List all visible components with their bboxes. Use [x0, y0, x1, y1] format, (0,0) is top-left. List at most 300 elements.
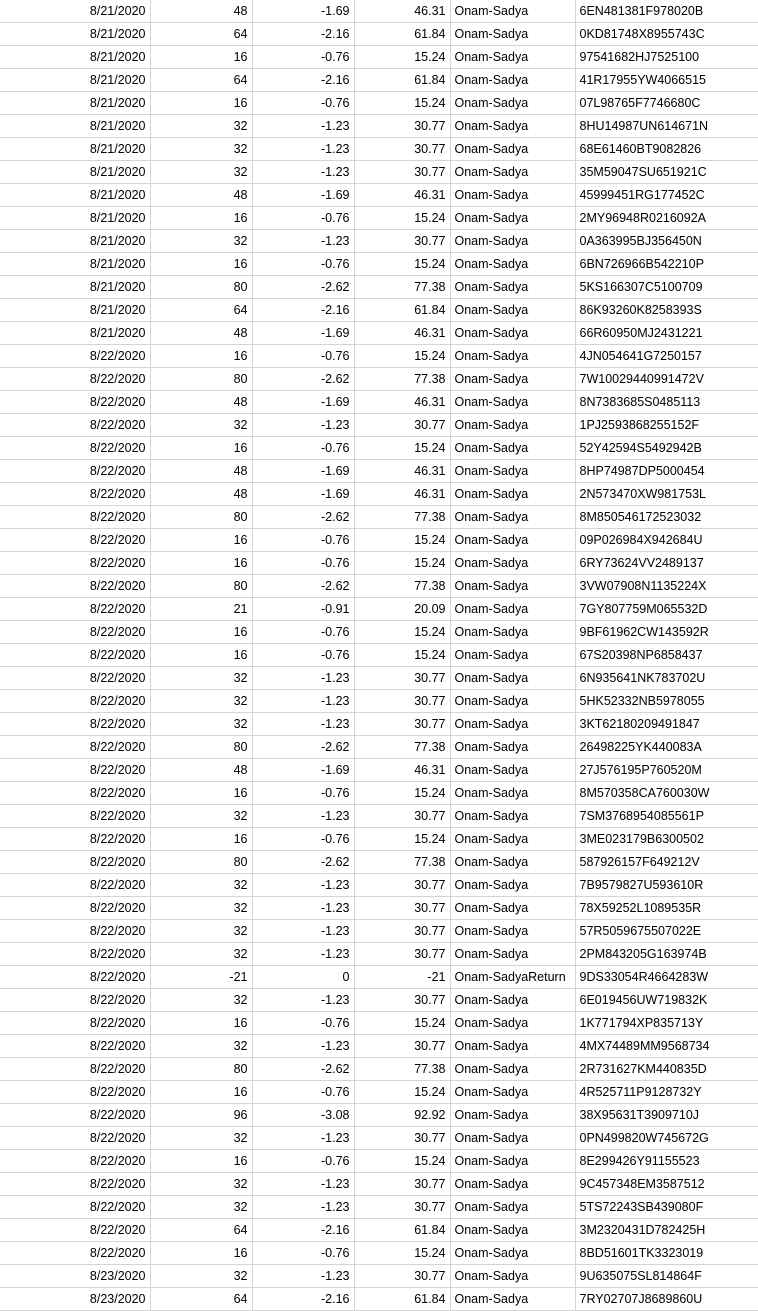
date-cell[interactable]: 8/21/2020 — [0, 276, 150, 299]
net-cell[interactable]: 30.77 — [354, 1035, 450, 1058]
transaction-id-cell[interactable]: 68E61460BT9082826 — [575, 138, 758, 161]
transaction-id-cell[interactable]: 27J576195P760520M — [575, 759, 758, 782]
fee-cell[interactable]: -1.23 — [252, 897, 354, 920]
date-cell[interactable]: 8/22/2020 — [0, 897, 150, 920]
amount-cell[interactable]: 32 — [150, 989, 252, 1012]
date-cell[interactable]: 8/22/2020 — [0, 1242, 150, 1265]
item-cell[interactable]: Onam-Sadya — [450, 782, 575, 805]
item-cell[interactable]: Onam-Sadya — [450, 943, 575, 966]
date-cell[interactable]: 8/21/2020 — [0, 161, 150, 184]
fee-cell[interactable]: -0.76 — [252, 529, 354, 552]
amount-cell[interactable]: 96 — [150, 1104, 252, 1127]
item-cell[interactable]: Onam-Sadya — [450, 690, 575, 713]
date-cell[interactable]: 8/21/2020 — [0, 253, 150, 276]
fee-cell[interactable]: -1.23 — [252, 1127, 354, 1150]
net-cell[interactable]: 15.24 — [354, 552, 450, 575]
date-cell[interactable]: 8/22/2020 — [0, 920, 150, 943]
item-cell[interactable]: Onam-Sadya — [450, 69, 575, 92]
transaction-id-cell[interactable]: 8M850546172523032 — [575, 506, 758, 529]
fee-cell[interactable]: -0.76 — [252, 552, 354, 575]
transaction-id-cell[interactable]: 1PJ2593868255152F — [575, 414, 758, 437]
date-cell[interactable]: 8/22/2020 — [0, 598, 150, 621]
amount-cell[interactable]: 48 — [150, 460, 252, 483]
net-cell[interactable]: 15.24 — [354, 345, 450, 368]
net-cell[interactable]: 15.24 — [354, 529, 450, 552]
transaction-id-cell[interactable]: 0PN499820W745672G — [575, 1127, 758, 1150]
transaction-id-cell[interactable]: 45999451RG177452C — [575, 184, 758, 207]
fee-cell[interactable]: -2.62 — [252, 1058, 354, 1081]
net-cell[interactable]: 77.38 — [354, 1058, 450, 1081]
transaction-id-cell[interactable]: 3M2320431D782425H — [575, 1219, 758, 1242]
date-cell[interactable]: 8/21/2020 — [0, 322, 150, 345]
fee-cell[interactable]: -0.76 — [252, 1242, 354, 1265]
net-cell[interactable]: 15.24 — [354, 644, 450, 667]
transaction-id-cell[interactable]: 4JN054641G7250157 — [575, 345, 758, 368]
item-cell[interactable]: Onam-Sadya — [450, 460, 575, 483]
transaction-id-cell[interactable]: 57R5059675507022E — [575, 920, 758, 943]
amount-cell[interactable]: 32 — [150, 1035, 252, 1058]
transaction-id-cell[interactable]: 8N7383685S0485113 — [575, 391, 758, 414]
fee-cell[interactable]: -1.23 — [252, 989, 354, 1012]
amount-cell[interactable]: 80 — [150, 276, 252, 299]
transaction-id-cell[interactable]: 3VW07908N1135224X — [575, 575, 758, 598]
fee-cell[interactable]: -1.23 — [252, 161, 354, 184]
amount-cell[interactable]: 32 — [150, 690, 252, 713]
net-cell[interactable]: 30.77 — [354, 115, 450, 138]
amount-cell[interactable]: 16 — [150, 782, 252, 805]
transaction-id-cell[interactable]: 5TS72243SB439080F — [575, 1196, 758, 1219]
amount-cell[interactable]: 32 — [150, 805, 252, 828]
date-cell[interactable]: 8/22/2020 — [0, 966, 150, 989]
item-cell[interactable]: Onam-Sadya — [450, 322, 575, 345]
date-cell[interactable]: 8/22/2020 — [0, 874, 150, 897]
amount-cell[interactable]: 32 — [150, 1127, 252, 1150]
amount-cell[interactable]: 16 — [150, 1150, 252, 1173]
item-cell[interactable]: Onam-Sadya — [450, 253, 575, 276]
amount-cell[interactable]: 21 — [150, 598, 252, 621]
item-cell[interactable]: Onam-Sadya — [450, 1150, 575, 1173]
date-cell[interactable]: 8/22/2020 — [0, 943, 150, 966]
amount-cell[interactable]: 16 — [150, 207, 252, 230]
date-cell[interactable]: 8/21/2020 — [0, 0, 150, 23]
date-cell[interactable]: 8/22/2020 — [0, 1035, 150, 1058]
fee-cell[interactable]: -1.23 — [252, 713, 354, 736]
net-cell[interactable]: 30.77 — [354, 1127, 450, 1150]
transaction-id-cell[interactable]: 6BN726966B542210P — [575, 253, 758, 276]
net-cell[interactable]: 30.77 — [354, 1196, 450, 1219]
item-cell[interactable]: Onam-Sadya — [450, 920, 575, 943]
fee-cell[interactable]: -1.23 — [252, 1196, 354, 1219]
fee-cell[interactable]: -1.23 — [252, 1173, 354, 1196]
amount-cell[interactable]: 16 — [150, 828, 252, 851]
fee-cell[interactable]: -1.23 — [252, 1265, 354, 1288]
net-cell[interactable]: 30.77 — [354, 713, 450, 736]
fee-cell[interactable]: -1.23 — [252, 690, 354, 713]
amount-cell[interactable]: 64 — [150, 299, 252, 322]
transaction-id-cell[interactable]: 3ME023179B6300502 — [575, 828, 758, 851]
transaction-id-cell[interactable]: 38X95631T3909710J — [575, 1104, 758, 1127]
item-cell[interactable]: Onam-Sadya — [450, 1242, 575, 1265]
item-cell[interactable]: Onam-Sadya — [450, 1012, 575, 1035]
net-cell[interactable]: 92.92 — [354, 1104, 450, 1127]
fee-cell[interactable]: -1.23 — [252, 874, 354, 897]
net-cell[interactable]: 77.38 — [354, 506, 450, 529]
date-cell[interactable]: 8/22/2020 — [0, 437, 150, 460]
amount-cell[interactable]: 32 — [150, 1265, 252, 1288]
amount-cell[interactable]: 32 — [150, 667, 252, 690]
date-cell[interactable]: 8/22/2020 — [0, 391, 150, 414]
fee-cell[interactable]: -1.23 — [252, 138, 354, 161]
amount-cell[interactable]: 32 — [150, 161, 252, 184]
fee-cell[interactable]: -1.69 — [252, 184, 354, 207]
net-cell[interactable]: 46.31 — [354, 184, 450, 207]
transaction-id-cell[interactable]: 9BF61962CW143592R — [575, 621, 758, 644]
net-cell[interactable]: 20.09 — [354, 598, 450, 621]
item-cell[interactable]: Onam-Sadya — [450, 552, 575, 575]
fee-cell[interactable]: -2.16 — [252, 1219, 354, 1242]
date-cell[interactable]: 8/22/2020 — [0, 1173, 150, 1196]
net-cell[interactable]: 77.38 — [354, 368, 450, 391]
date-cell[interactable]: 8/22/2020 — [0, 1058, 150, 1081]
net-cell[interactable]: 77.38 — [354, 851, 450, 874]
fee-cell[interactable]: -0.76 — [252, 345, 354, 368]
transaction-id-cell[interactable]: 2R731627KM440835D — [575, 1058, 758, 1081]
transaction-id-cell[interactable]: 5KS166307C5100709 — [575, 276, 758, 299]
amount-cell[interactable]: 32 — [150, 874, 252, 897]
date-cell[interactable]: 8/22/2020 — [0, 621, 150, 644]
item-cell[interactable]: Onam-Sadya — [450, 230, 575, 253]
item-cell[interactable]: Onam-Sadya — [450, 1196, 575, 1219]
net-cell[interactable]: 77.38 — [354, 736, 450, 759]
net-cell[interactable]: 15.24 — [354, 621, 450, 644]
transaction-id-cell[interactable]: 7W10029440991472V — [575, 368, 758, 391]
net-cell[interactable]: 61.84 — [354, 1288, 450, 1311]
item-cell[interactable]: Onam-Sadya — [450, 1058, 575, 1081]
transaction-id-cell[interactable]: 8E299426Y91155523 — [575, 1150, 758, 1173]
fee-cell[interactable]: -0.76 — [252, 828, 354, 851]
amount-cell[interactable]: 16 — [150, 1242, 252, 1265]
date-cell[interactable]: 8/22/2020 — [0, 575, 150, 598]
fee-cell[interactable]: -2.16 — [252, 23, 354, 46]
item-cell[interactable]: Onam-Sadya — [450, 736, 575, 759]
net-cell[interactable]: 77.38 — [354, 575, 450, 598]
fee-cell[interactable]: -2.62 — [252, 368, 354, 391]
transaction-id-cell[interactable]: 3KT62180209491847 — [575, 713, 758, 736]
amount-cell[interactable]: 32 — [150, 414, 252, 437]
item-cell[interactable]: Onam-Sadya — [450, 368, 575, 391]
item-cell[interactable]: Onam-Sadya — [450, 414, 575, 437]
net-cell[interactable]: 46.31 — [354, 483, 450, 506]
net-cell[interactable]: 15.24 — [354, 1012, 450, 1035]
net-cell[interactable]: 30.77 — [354, 897, 450, 920]
item-cell[interactable]: Onam-Sadya — [450, 805, 575, 828]
transaction-id-cell[interactable]: 9DS33054R4664283W — [575, 966, 758, 989]
fee-cell[interactable]: -1.23 — [252, 1035, 354, 1058]
net-cell[interactable]: 15.24 — [354, 253, 450, 276]
amount-cell[interactable]: 64 — [150, 1288, 252, 1311]
fee-cell[interactable]: -2.62 — [252, 851, 354, 874]
amount-cell[interactable]: 80 — [150, 851, 252, 874]
date-cell[interactable]: 8/22/2020 — [0, 644, 150, 667]
amount-cell[interactable]: 80 — [150, 1058, 252, 1081]
item-cell[interactable]: Onam-Sadya — [450, 46, 575, 69]
transaction-id-cell[interactable]: 6E019456UW719832K — [575, 989, 758, 1012]
fee-cell[interactable]: -0.76 — [252, 253, 354, 276]
net-cell[interactable]: 30.77 — [354, 414, 450, 437]
fee-cell[interactable]: -1.69 — [252, 483, 354, 506]
transaction-id-cell[interactable]: 7RY02707J8689860U — [575, 1288, 758, 1311]
item-cell[interactable]: Onam-Sadya — [450, 276, 575, 299]
transaction-id-cell[interactable]: 1K771794XP835713Y — [575, 1012, 758, 1035]
net-cell[interactable]: 46.31 — [354, 759, 450, 782]
amount-cell[interactable]: 32 — [150, 230, 252, 253]
date-cell[interactable]: 8/21/2020 — [0, 138, 150, 161]
fee-cell[interactable]: -1.69 — [252, 0, 354, 23]
date-cell[interactable]: 8/22/2020 — [0, 1196, 150, 1219]
fee-cell[interactable]: -1.69 — [252, 460, 354, 483]
item-cell[interactable]: Onam-Sadya — [450, 621, 575, 644]
fee-cell[interactable]: -1.23 — [252, 414, 354, 437]
item-cell[interactable]: Onam-Sadya — [450, 92, 575, 115]
net-cell[interactable]: 30.77 — [354, 138, 450, 161]
date-cell[interactable]: 8/22/2020 — [0, 1127, 150, 1150]
amount-cell[interactable]: 16 — [150, 529, 252, 552]
transaction-id-cell[interactable]: 9U635075SL814864F — [575, 1265, 758, 1288]
item-cell[interactable]: Onam-Sadya — [450, 138, 575, 161]
item-cell[interactable]: Onam-Sadya — [450, 1035, 575, 1058]
amount-cell[interactable]: 48 — [150, 759, 252, 782]
fee-cell[interactable]: -2.62 — [252, 736, 354, 759]
item-cell[interactable]: Onam-Sadya — [450, 989, 575, 1012]
amount-cell[interactable]: 32 — [150, 920, 252, 943]
amount-cell[interactable]: 16 — [150, 437, 252, 460]
net-cell[interactable]: 46.31 — [354, 0, 450, 23]
amount-cell[interactable]: 80 — [150, 368, 252, 391]
item-cell[interactable]: Onam-Sadya — [450, 1219, 575, 1242]
net-cell[interactable]: 15.24 — [354, 1081, 450, 1104]
amount-cell[interactable]: 16 — [150, 644, 252, 667]
net-cell[interactable]: -21 — [354, 966, 450, 989]
date-cell[interactable]: 8/22/2020 — [0, 345, 150, 368]
date-cell[interactable]: 8/22/2020 — [0, 552, 150, 575]
fee-cell[interactable]: -1.23 — [252, 920, 354, 943]
net-cell[interactable]: 61.84 — [354, 299, 450, 322]
fee-cell[interactable]: -0.76 — [252, 46, 354, 69]
transaction-id-cell[interactable]: 0KD81748X8955743C — [575, 23, 758, 46]
net-cell[interactable]: 30.77 — [354, 805, 450, 828]
transaction-id-cell[interactable]: 07L98765F7746680C — [575, 92, 758, 115]
amount-cell[interactable]: 32 — [150, 1196, 252, 1219]
item-cell[interactable]: Onam-Sadya — [450, 1288, 575, 1311]
date-cell[interactable]: 8/22/2020 — [0, 989, 150, 1012]
net-cell[interactable]: 61.84 — [354, 23, 450, 46]
item-cell[interactable]: Onam-Sadya — [450, 483, 575, 506]
transaction-id-cell[interactable]: 6EN481381F978020B — [575, 0, 758, 23]
transaction-id-cell[interactable]: 5HK52332NB5978055 — [575, 690, 758, 713]
amount-cell[interactable]: 16 — [150, 92, 252, 115]
fee-cell[interactable]: -1.23 — [252, 667, 354, 690]
amount-cell[interactable]: 48 — [150, 483, 252, 506]
item-cell[interactable]: Onam-Sadya — [450, 1127, 575, 1150]
fee-cell[interactable]: -0.76 — [252, 1012, 354, 1035]
date-cell[interactable]: 8/22/2020 — [0, 1219, 150, 1242]
fee-cell[interactable]: -2.62 — [252, 276, 354, 299]
item-cell[interactable]: Onam-Sadya — [450, 345, 575, 368]
item-cell[interactable]: Onam-Sadya — [450, 759, 575, 782]
item-cell[interactable]: Onam-Sadya — [450, 1265, 575, 1288]
transaction-id-cell[interactable]: 09P026984X942684U — [575, 529, 758, 552]
date-cell[interactable]: 8/21/2020 — [0, 92, 150, 115]
date-cell[interactable]: 8/22/2020 — [0, 828, 150, 851]
item-cell[interactable]: Onam-Sadya — [450, 506, 575, 529]
date-cell[interactable]: 8/22/2020 — [0, 667, 150, 690]
fee-cell[interactable]: -1.69 — [252, 391, 354, 414]
item-cell[interactable]: Onam-Sadya — [450, 391, 575, 414]
net-cell[interactable]: 15.24 — [354, 1150, 450, 1173]
amount-cell[interactable]: 64 — [150, 69, 252, 92]
date-cell[interactable]: 8/22/2020 — [0, 529, 150, 552]
fee-cell[interactable]: -2.62 — [252, 575, 354, 598]
date-cell[interactable]: 8/22/2020 — [0, 483, 150, 506]
amount-cell[interactable]: 80 — [150, 575, 252, 598]
date-cell[interactable]: 8/22/2020 — [0, 1104, 150, 1127]
transaction-id-cell[interactable]: 52Y42594S5492942B — [575, 437, 758, 460]
date-cell[interactable]: 8/21/2020 — [0, 115, 150, 138]
item-cell[interactable]: Onam-Sadya — [450, 667, 575, 690]
amount-cell[interactable]: 64 — [150, 1219, 252, 1242]
net-cell[interactable]: 30.77 — [354, 943, 450, 966]
date-cell[interactable]: 8/21/2020 — [0, 207, 150, 230]
amount-cell[interactable]: 16 — [150, 1081, 252, 1104]
date-cell[interactable]: 8/21/2020 — [0, 299, 150, 322]
fee-cell[interactable]: -1.23 — [252, 943, 354, 966]
transaction-id-cell[interactable]: 86K93260K8258393S — [575, 299, 758, 322]
net-cell[interactable]: 46.31 — [354, 322, 450, 345]
item-cell[interactable]: Onam-Sadya — [450, 161, 575, 184]
item-cell[interactable]: Onam-Sadya — [450, 598, 575, 621]
date-cell[interactable]: 8/22/2020 — [0, 1012, 150, 1035]
transaction-id-cell[interactable]: 4R525711P9128732Y — [575, 1081, 758, 1104]
date-cell[interactable]: 8/22/2020 — [0, 851, 150, 874]
item-cell[interactable]: Onam-Sadya — [450, 1081, 575, 1104]
date-cell[interactable]: 8/22/2020 — [0, 690, 150, 713]
amount-cell[interactable]: 16 — [150, 345, 252, 368]
item-cell[interactable]: Onam-Sadya — [450, 184, 575, 207]
net-cell[interactable]: 30.77 — [354, 874, 450, 897]
date-cell[interactable]: 8/21/2020 — [0, 46, 150, 69]
amount-cell[interactable]: 32 — [150, 115, 252, 138]
amount-cell[interactable]: 48 — [150, 391, 252, 414]
item-cell[interactable]: Onam-Sadya — [450, 828, 575, 851]
transaction-id-cell[interactable]: 6N935641NK783702U — [575, 667, 758, 690]
amount-cell[interactable]: 16 — [150, 253, 252, 276]
date-cell[interactable]: 8/22/2020 — [0, 713, 150, 736]
fee-cell[interactable]: -2.16 — [252, 299, 354, 322]
net-cell[interactable]: 46.31 — [354, 460, 450, 483]
item-cell[interactable]: Onam-Sadya — [450, 1173, 575, 1196]
fee-cell[interactable]: -1.23 — [252, 805, 354, 828]
net-cell[interactable]: 77.38 — [354, 276, 450, 299]
net-cell[interactable]: 61.84 — [354, 1219, 450, 1242]
net-cell[interactable]: 30.77 — [354, 920, 450, 943]
date-cell[interactable]: 8/22/2020 — [0, 759, 150, 782]
item-cell[interactable]: Onam-Sadya — [450, 437, 575, 460]
item-cell[interactable]: Onam-Sadya — [450, 529, 575, 552]
amount-cell[interactable]: 16 — [150, 621, 252, 644]
fee-cell[interactable]: -0.76 — [252, 92, 354, 115]
amount-cell[interactable]: 16 — [150, 1012, 252, 1035]
item-cell[interactable]: Onam-Sadya — [450, 0, 575, 23]
item-cell[interactable]: Onam-Sadya — [450, 713, 575, 736]
net-cell[interactable]: 15.24 — [354, 782, 450, 805]
item-cell[interactable]: Onam-Sadya — [450, 851, 575, 874]
transaction-id-cell[interactable]: 66R60950MJ2431221 — [575, 322, 758, 345]
item-cell[interactable]: Onam-Sadya — [450, 115, 575, 138]
fee-cell[interactable]: -1.69 — [252, 322, 354, 345]
amount-cell[interactable]: 16 — [150, 552, 252, 575]
net-cell[interactable]: 30.77 — [354, 230, 450, 253]
transaction-id-cell[interactable]: 7GY807759M065532D — [575, 598, 758, 621]
date-cell[interactable]: 8/21/2020 — [0, 23, 150, 46]
amount-cell[interactable]: 80 — [150, 506, 252, 529]
net-cell[interactable]: 30.77 — [354, 1173, 450, 1196]
net-cell[interactable]: 30.77 — [354, 690, 450, 713]
amount-cell[interactable]: 32 — [150, 138, 252, 161]
fee-cell[interactable]: -0.76 — [252, 621, 354, 644]
transaction-id-cell[interactable]: 35M59047SU651921C — [575, 161, 758, 184]
amount-cell[interactable]: 32 — [150, 943, 252, 966]
net-cell[interactable]: 30.77 — [354, 1265, 450, 1288]
fee-cell[interactable]: -2.16 — [252, 69, 354, 92]
transaction-id-cell[interactable]: 4MX74489MM9568734 — [575, 1035, 758, 1058]
fee-cell[interactable]: -0.76 — [252, 1081, 354, 1104]
amount-cell[interactable]: 32 — [150, 897, 252, 920]
fee-cell[interactable]: 0 — [252, 966, 354, 989]
transaction-id-cell[interactable]: 2MY96948R0216092A — [575, 207, 758, 230]
date-cell[interactable]: 8/21/2020 — [0, 184, 150, 207]
item-cell[interactable]: Onam-SadyaReturn — [450, 966, 575, 989]
item-cell[interactable]: Onam-Sadya — [450, 207, 575, 230]
net-cell[interactable]: 15.24 — [354, 92, 450, 115]
date-cell[interactable]: 8/22/2020 — [0, 782, 150, 805]
transaction-id-cell[interactable]: 26498225YK440083A — [575, 736, 758, 759]
date-cell[interactable]: 8/22/2020 — [0, 1150, 150, 1173]
transaction-id-cell[interactable]: 2N573470XW981753L — [575, 483, 758, 506]
item-cell[interactable]: Onam-Sadya — [450, 1104, 575, 1127]
transaction-id-cell[interactable]: 8HP74987DP5000454 — [575, 460, 758, 483]
item-cell[interactable]: Onam-Sadya — [450, 874, 575, 897]
date-cell[interactable]: 8/22/2020 — [0, 368, 150, 391]
amount-cell[interactable]: 32 — [150, 713, 252, 736]
transaction-id-cell[interactable]: 67S20398NP6858437 — [575, 644, 758, 667]
transaction-id-cell[interactable]: 97541682HJ7525100 — [575, 46, 758, 69]
transaction-id-cell[interactable]: 8BD51601TK3323019 — [575, 1242, 758, 1265]
date-cell[interactable]: 8/22/2020 — [0, 805, 150, 828]
net-cell[interactable]: 30.77 — [354, 161, 450, 184]
date-cell[interactable]: 8/22/2020 — [0, 414, 150, 437]
date-cell[interactable]: 8/22/2020 — [0, 736, 150, 759]
fee-cell[interactable]: -3.08 — [252, 1104, 354, 1127]
net-cell[interactable]: 15.24 — [354, 1242, 450, 1265]
amount-cell[interactable]: 48 — [150, 0, 252, 23]
transaction-id-cell[interactable]: 8M570358CA760030W — [575, 782, 758, 805]
net-cell[interactable]: 15.24 — [354, 828, 450, 851]
fee-cell[interactable]: -1.23 — [252, 115, 354, 138]
net-cell[interactable]: 30.77 — [354, 667, 450, 690]
transaction-id-cell[interactable]: 2PM843205G163974B — [575, 943, 758, 966]
fee-cell[interactable]: -0.76 — [252, 644, 354, 667]
item-cell[interactable]: Onam-Sadya — [450, 644, 575, 667]
